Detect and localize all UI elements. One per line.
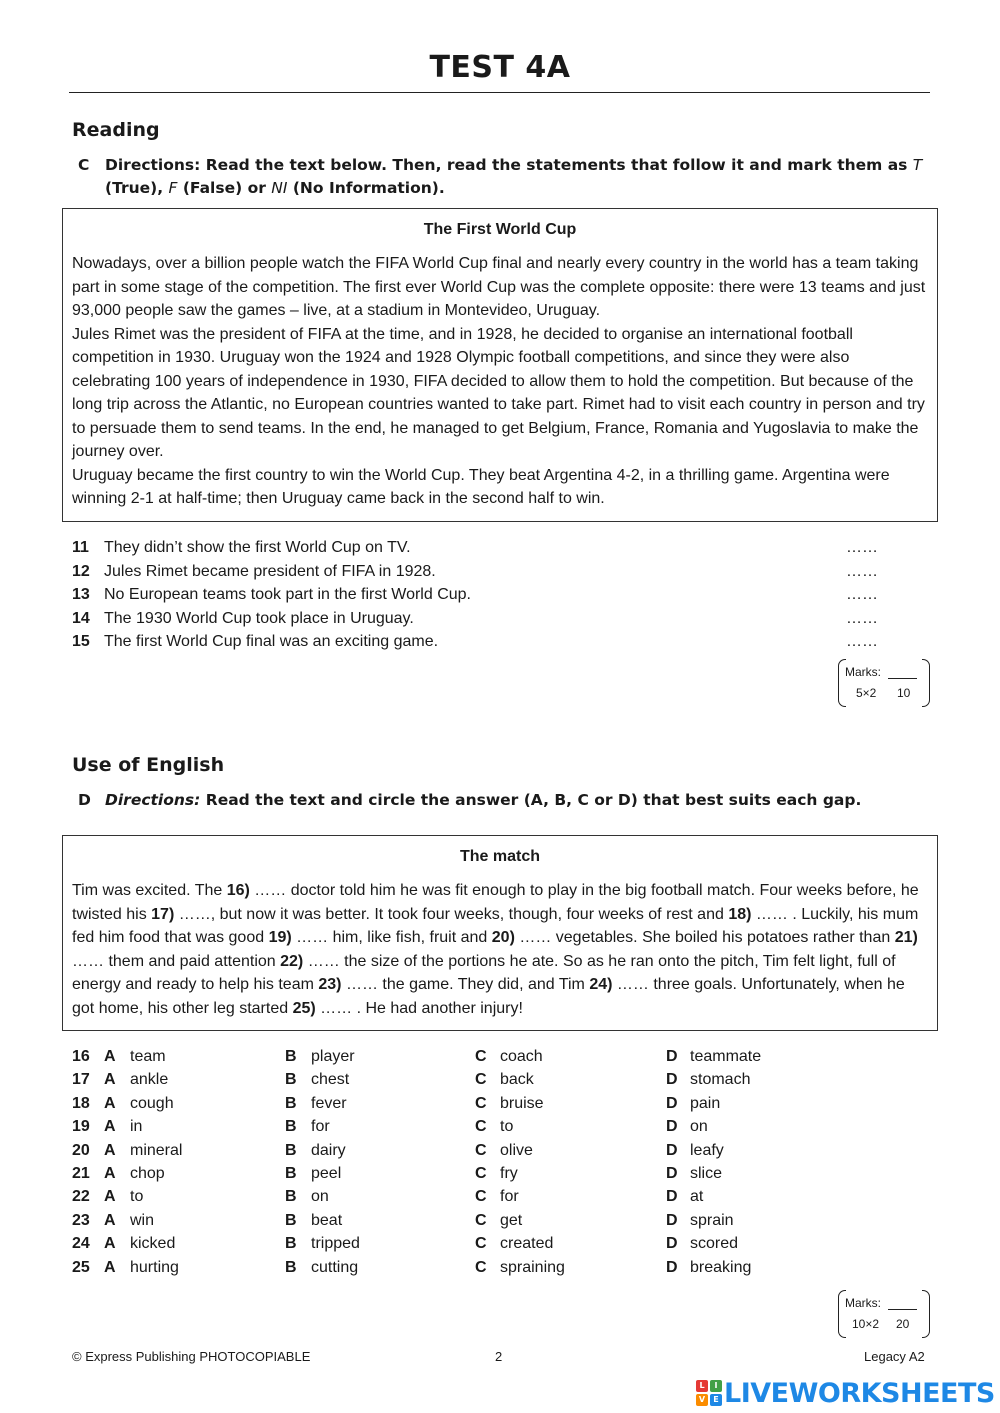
- option-row: [72, 1092, 832, 1115]
- option-letter-a[interactable]: A: [104, 1235, 116, 1253]
- option-letter-c[interactable]: C: [475, 1211, 487, 1229]
- gap-number: 25): [292, 999, 316, 1017]
- option-word-a[interactable]: chop: [130, 1164, 165, 1182]
- option-word-a[interactable]: win: [130, 1211, 155, 1229]
- page-title: TEST 4A: [429, 50, 571, 85]
- reading-marks-box: [838, 659, 930, 707]
- option-letter-a[interactable]: A: [104, 1094, 116, 1112]
- option-letter-b[interactable]: B: [285, 1211, 297, 1229]
- passage-text: …… three goals. Unfortunately, when he got home, his other leg started: [72, 976, 905, 1017]
- passage-text: …… them and paid attention: [72, 952, 281, 970]
- statement-number: 12: [72, 562, 90, 580]
- match-text-box: [62, 835, 938, 1031]
- footer-book-title: Legacy A2: [864, 1349, 925, 1364]
- option-letter-b[interactable]: B: [285, 1188, 297, 1206]
- reading-paragraph: Nowadays, over a billion people watch the FIFA World Cup final and nearly every country in the world has a team taking part in some stage of the competition. The first ever World Cup was the complete opposite: there were 13 teams and just 93,000 people saw the games – live, at a stadium in Montevideo, Uruguay.: [72, 255, 926, 319]
- option-row: [72, 1162, 832, 1185]
- marks-score-line[interactable]: [888, 678, 917, 679]
- question-number: 23: [72, 1211, 90, 1229]
- reading-directions: [78, 154, 928, 200]
- statement-text: No European teams took part in the first World Cup.: [104, 586, 471, 603]
- marks-total: 20: [896, 1317, 910, 1331]
- option-letter-c[interactable]: C: [475, 1048, 487, 1065]
- option-word-c[interactable]: bruise: [500, 1094, 544, 1112]
- gap-number: 19): [268, 929, 292, 946]
- statement-number: 15: [72, 633, 90, 650]
- option-word-d[interactable]: sprain: [690, 1211, 734, 1229]
- option-word-a[interactable]: mineral: [130, 1141, 183, 1159]
- option-letter-b[interactable]: B: [285, 1258, 297, 1276]
- marks-bracket-right: [922, 659, 930, 707]
- option-letter-b[interactable]: B: [285, 1118, 297, 1136]
- option-word-d[interactable]: stomach: [690, 1071, 751, 1089]
- option-letter-b[interactable]: B: [285, 1164, 297, 1182]
- option-letter-d[interactable]: D: [666, 1094, 678, 1112]
- directions-letter: C: [78, 156, 90, 174]
- option-word-d[interactable]: leafy: [690, 1141, 724, 1159]
- option-letter-b[interactable]: B: [285, 1094, 297, 1112]
- gap-number: 24): [589, 976, 613, 993]
- option-word-b[interactable]: on: [311, 1188, 329, 1206]
- option-letter-a[interactable]: A: [104, 1188, 116, 1206]
- statement-number: 11: [72, 539, 89, 556]
- option-letter-d[interactable]: D: [666, 1141, 678, 1159]
- option-word-c[interactable]: get: [500, 1211, 523, 1229]
- gap-number: 20): [491, 929, 515, 946]
- option-letter-b[interactable]: B: [285, 1141, 297, 1159]
- answer-blank[interactable]: ……: [846, 562, 878, 580]
- gap-number: 21): [894, 929, 918, 946]
- answer-blank[interactable]: ……: [846, 609, 878, 627]
- reading-heading: Reading: [72, 119, 160, 141]
- reading-box-title: The First World Cup: [423, 221, 577, 238]
- option-word-c[interactable]: back: [500, 1071, 534, 1089]
- option-word-b[interactable]: chest: [311, 1071, 350, 1089]
- question-number: 21: [72, 1164, 90, 1182]
- option-row: [72, 1185, 832, 1208]
- gap-number: 16): [226, 882, 250, 899]
- option-word-b[interactable]: player: [311, 1048, 355, 1065]
- option-letter-d[interactable]: D: [666, 1235, 678, 1253]
- directions-text: Directions: Read the text below. Then, read the statements that follow it and mark them as T (True), F (False) or NI (No Information).: [105, 156, 923, 197]
- statement-item: [72, 560, 892, 584]
- option-letter-a[interactable]: A: [104, 1141, 116, 1159]
- footer-copyright: © Express Publishing PHOTOCOPIABLE: [72, 1349, 311, 1364]
- option-word-c[interactable]: fry: [500, 1164, 518, 1182]
- statement-text: They didn’t show the first World Cup on TV.: [104, 539, 411, 556]
- option-word-a[interactable]: to: [130, 1188, 144, 1206]
- option-word-d[interactable]: at: [690, 1188, 704, 1206]
- passage-text: ……, but now it was better. It took four weeks, though, four weeks of rest and: [174, 905, 729, 923]
- option-letter-c[interactable]: C: [475, 1118, 487, 1136]
- marks-label: Marks:: [845, 665, 881, 679]
- statement-number: 13: [72, 586, 90, 603]
- option-letter-c[interactable]: C: [475, 1164, 487, 1182]
- gap-number: 17): [151, 905, 175, 923]
- option-word-b[interactable]: dairy: [311, 1141, 346, 1159]
- option-row: [72, 1232, 832, 1255]
- statement-item: [72, 607, 892, 631]
- gap-number: 23): [318, 976, 342, 993]
- marks-score-line[interactable]: [888, 1309, 917, 1310]
- option-word-d[interactable]: on: [690, 1118, 708, 1136]
- footer-page-number: 2: [495, 1349, 503, 1364]
- option-word-b[interactable]: tripped: [311, 1235, 360, 1253]
- option-letter-c[interactable]: C: [475, 1188, 487, 1206]
- marks-bracket-right: [922, 1290, 930, 1338]
- use-of-english-marks-box: [838, 1290, 930, 1338]
- statement-text: Jules Rimet became president of FIFA in 1928.: [104, 562, 436, 580]
- option-row: [72, 1045, 832, 1068]
- title-divider: [69, 92, 930, 93]
- option-word-c[interactable]: created: [500, 1235, 554, 1253]
- option-word-c[interactable]: coach: [500, 1048, 543, 1065]
- question-number: 17: [72, 1071, 90, 1089]
- option-word-c[interactable]: to: [500, 1118, 514, 1136]
- question-number: 22: [72, 1188, 90, 1206]
- option-letter-a[interactable]: A: [104, 1211, 116, 1229]
- gap-number: 22): [280, 952, 304, 970]
- marks-label: Marks:: [845, 1296, 881, 1310]
- use-of-english-heading: Use of English: [72, 754, 225, 776]
- option-letter-c[interactable]: C: [475, 1071, 487, 1089]
- option-letter-b[interactable]: B: [285, 1071, 297, 1089]
- option-word-a[interactable]: ankle: [130, 1071, 169, 1089]
- option-letter-a[interactable]: A: [104, 1164, 116, 1182]
- statement-number: 14: [72, 609, 90, 627]
- option-word-d[interactable]: pain: [690, 1094, 721, 1112]
- reading-paragraph: Uruguay became the first country to win the World Cup. They beat Argentina 4-2, in a thrilling game. Argentina were winning 2-1 at half-time; then Uruguay came back in the second half to win.: [72, 466, 890, 507]
- option-letter-a[interactable]: A: [104, 1048, 116, 1065]
- option-letter-b[interactable]: B: [285, 1235, 297, 1253]
- option-letter-a[interactable]: A: [104, 1118, 116, 1136]
- option-letter-d[interactable]: D: [666, 1164, 678, 1182]
- option-row: [72, 1139, 832, 1162]
- statement-item: [72, 583, 892, 607]
- option-word-b[interactable]: for: [311, 1118, 330, 1136]
- option-word-a[interactable]: hurting: [130, 1258, 179, 1276]
- liveworksheets-logo-text: LIVEWORKSHEETS: [724, 1377, 995, 1409]
- option-word-b[interactable]: beat: [311, 1211, 343, 1229]
- option-letter-c[interactable]: C: [475, 1258, 487, 1276]
- option-word-c[interactable]: for: [500, 1188, 519, 1206]
- option-word-d[interactable]: slice: [690, 1164, 723, 1182]
- option-letter-a[interactable]: A: [104, 1071, 116, 1089]
- option-letter-d[interactable]: D: [666, 1071, 678, 1089]
- passage-text: Tim was excited. The: [72, 882, 227, 899]
- option-word-a[interactable]: team: [130, 1048, 166, 1065]
- gap-number: 18): [728, 905, 752, 923]
- passage-text: …… him, like fish, fruit and: [291, 929, 492, 946]
- reading-paragraph: Jules Rimet was the president of FIFA at the time, and in 1928, he decided to organise an international football competition in 1930. Uruguay won the 1924 and 1928 Olympic football competitions, and since they were also celebrating 100 years of independence in 1930, FIFA decided to allow them to hold the competition. But because of the long trip across the Atlantic, no European countries wanted to take part. Rimet had to visit each country in person and try to persuade them to send teams. In the end, he managed to get Belgium, France, Romania and Yugoslavia to make the journey over.: [72, 325, 925, 460]
- option-letter-d[interactable]: D: [666, 1048, 678, 1065]
- use-of-english-directions: [78, 789, 928, 812]
- statement-item: [72, 536, 892, 560]
- option-word-a[interactable]: in: [130, 1118, 143, 1136]
- passage-text: …… . Luckily, his mum fed him food that was good: [72, 905, 919, 946]
- answer-options-table: [72, 1045, 832, 1279]
- option-word-a[interactable]: cough: [130, 1094, 174, 1112]
- option-letter-a[interactable]: A: [104, 1258, 116, 1276]
- option-letter-d[interactable]: D: [666, 1211, 678, 1229]
- option-row: [72, 1256, 832, 1279]
- question-number: 20: [72, 1141, 90, 1159]
- option-letter-b[interactable]: B: [285, 1048, 297, 1065]
- question-number: 18: [72, 1094, 90, 1112]
- option-letter-d[interactable]: D: [666, 1118, 678, 1136]
- option-word-b[interactable]: fever: [311, 1094, 347, 1112]
- match-box-title: The match: [459, 848, 540, 865]
- option-row: [72, 1068, 832, 1091]
- directions-letter: D: [78, 791, 91, 809]
- liveworksheets-logo-icon: L I V E: [696, 1380, 722, 1406]
- passage-text: …… the size of the portions he ate. So as he ran onto the pitch, Tim felt light, full of energy and ready to help his team: [72, 952, 896, 993]
- statement-item: [72, 630, 892, 654]
- option-word-d[interactable]: teammate: [690, 1048, 762, 1065]
- answer-blank[interactable]: ……: [846, 586, 878, 603]
- statement-text: The 1930 World Cup took place in Uruguay.: [104, 609, 414, 627]
- statement-list: [72, 536, 892, 654]
- question-number: 25: [72, 1258, 90, 1276]
- option-word-a[interactable]: kicked: [130, 1235, 176, 1253]
- statement-text: The first World Cup final was an exciting game.: [104, 633, 439, 650]
- marks-calc: 10×2: [852, 1317, 880, 1331]
- passage-text: …… . He had another injury!: [315, 999, 523, 1017]
- answer-blank[interactable]: ……: [846, 539, 878, 556]
- marks-calc: 5×2: [856, 686, 877, 700]
- option-letter-c[interactable]: C: [475, 1235, 487, 1253]
- option-row: [72, 1209, 832, 1232]
- option-letter-d[interactable]: D: [666, 1258, 678, 1276]
- liveworksheets-logo[interactable]: [696, 1376, 995, 1410]
- marks-total: 10: [897, 686, 911, 700]
- option-word-b[interactable]: cutting: [311, 1258, 359, 1276]
- question-number: 19: [72, 1118, 90, 1136]
- passage-text: …… doctor told him he was fit enough to play in the big football match. Four weeks before, he twisted his: [72, 882, 919, 923]
- option-row: [72, 1115, 832, 1138]
- passage-text: …… vegetables. She boiled his potatoes rather than: [514, 929, 895, 946]
- option-letter-c[interactable]: C: [475, 1094, 487, 1112]
- reading-text-box: [62, 208, 938, 522]
- question-number: 16: [72, 1048, 90, 1065]
- passage-text: …… the game. They did, and Tim: [341, 976, 590, 993]
- option-word-d[interactable]: scored: [690, 1235, 739, 1253]
- option-word-c[interactable]: olive: [500, 1141, 533, 1159]
- match-passage: [72, 879, 928, 1020]
- option-letter-d[interactable]: D: [666, 1188, 678, 1206]
- option-word-d[interactable]: breaking: [690, 1258, 752, 1276]
- answer-blank[interactable]: ……: [846, 633, 878, 650]
- option-word-b[interactable]: peel: [311, 1164, 342, 1182]
- directions-text: Directions: Read the text and circle the answer (A, B, C or D) that best suits each gap.: [105, 791, 862, 809]
- question-number: 24: [72, 1235, 90, 1253]
- option-letter-c[interactable]: C: [475, 1141, 487, 1159]
- option-word-c[interactable]: spraining: [500, 1258, 565, 1276]
